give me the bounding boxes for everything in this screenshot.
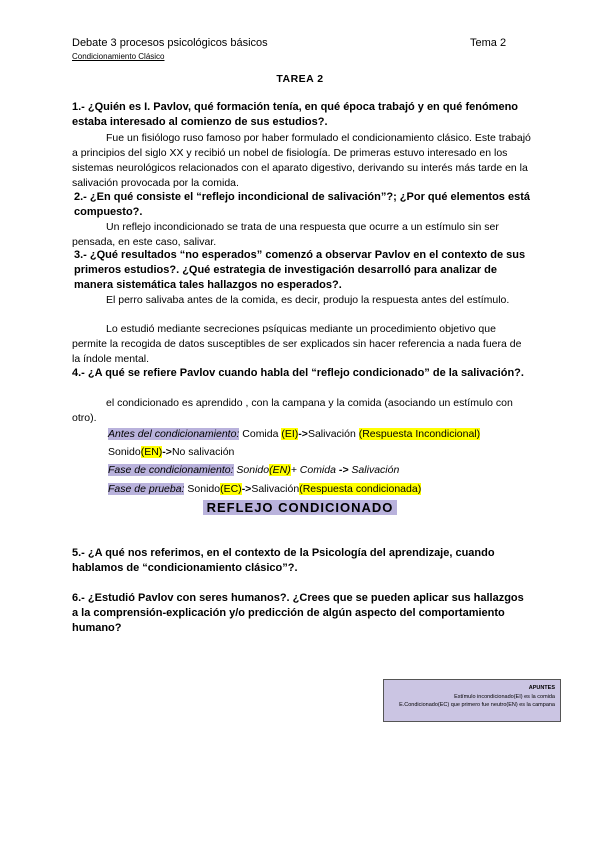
scheme-result: REFLEJO CONDICIONADO: [203, 500, 398, 515]
question-5: 5.- ¿A qué nos referimos, en el contexto de la Psicología del aprendizaje, cuando hablamos de “condicionamiento clásico”?.: [72, 547, 495, 574]
scheme-line-before: Antes del condicionamiento: Comida (EI)->Salivación (Respuesta Incondicional): [108, 428, 481, 440]
scheme-label-test: Fase de prueba:: [108, 483, 185, 495]
answer-4: el condicionado es aprendido , con la campana y la comida (asociando un estímulo con otro).: [72, 397, 513, 424]
arrow-icon: ->: [241, 483, 252, 495]
notes-title: APUNTES: [528, 685, 555, 691]
doc-header-tema: Tema 2: [470, 37, 507, 49]
arrow-icon: ->: [338, 464, 349, 476]
answer-2: Un reflejo incondicionado se trata de una respuesta que ocurre a un estímulo sin ser pensada, en este caso, salivar.: [72, 221, 499, 248]
question-2: 2.- ¿En qué consiste el “reflejo incondicional de salivación”?; ¿Por qué elementos está compuesto?.: [74, 191, 531, 218]
question-4: 4.- ¿A qué se refiere Pavlov cuando habla del “reflejo condicionado” de la salivación?.: [72, 367, 524, 379]
scheme-line-test: Fase de prueba: Sonido(EC)->Salivación(Respuesta condicionada): [108, 483, 422, 495]
scheme-line-neutral: Sonido(EN)->No salivación: [108, 446, 235, 458]
notes-line-2: E.Condicionado(EC) que primero fue neutro(EN) es la campana: [399, 702, 555, 708]
question-3: 3.- ¿Qué resultados “no esperados” comenzó a observar Pavlov en el contexto de sus primeros estudios?. ¿Qué estrategia de investigación desarrolló para analizar de manera sistemática tales hallazgos no esperados?.: [74, 249, 526, 291]
question-1: 1.- ¿Quién es I. Pavlov, qué formación tenía, en qué época trabajó y en qué fenómeno estaba interesado al comienzo de sus estudios?.: [72, 101, 519, 128]
scheme-label-before: Antes del condicionamiento:: [108, 428, 240, 440]
scheme-line-conditioning: Fase de condicionamiento: Sonido(EN)+ Comida -> Salivación: [108, 464, 400, 476]
scheme-result-wrap: [0, 499, 600, 517]
arrow-icon: ->: [162, 446, 172, 458]
page-title: TAREA 2: [276, 73, 324, 85]
scheme-label-conditioning: Fase de condicionamiento:: [108, 464, 234, 476]
notes-line-1: Estímulo incondicionado(EI) es la comida: [454, 693, 555, 700]
notes-box: [383, 679, 561, 722]
answer-1: Fue un fisiólogo ruso famoso por haber formulado el condicionamiento clásico. Este trabajó a principios del siglo XX y recibió un nobel de fisiología. De primeras estuvo interesado en los sistemas neurológicos relacionados con el aparato digestivo, derivando su interés más tarde en la salivación provocada por la comida.: [72, 132, 531, 189]
answer-3a: El perro salivaba antes de la comida, es decir, produjo la respuesta antes del estímulo.: [106, 294, 510, 306]
answer-3b: Lo estudió mediante secreciones psíquicas mediante un procedimiento objetivo que permite la recogida de datos susceptibles de ser explicados sin hacer referencia a nada fuera de la índole mental.: [72, 323, 522, 365]
doc-header-title: Debate 3 procesos psicológicos básicos: [72, 37, 268, 49]
doc-header-subtitle: Condicionamiento Clásico: [72, 52, 165, 61]
arrow-icon: ->: [298, 428, 308, 440]
question-6: 6.- ¿Estudió Pavlov con seres humanos?. ¿Crees que se pueden aplicar sus hallazgos a la comprensión-explicación y/o predicción de algún aspecto del comportamiento humano?: [72, 592, 524, 634]
